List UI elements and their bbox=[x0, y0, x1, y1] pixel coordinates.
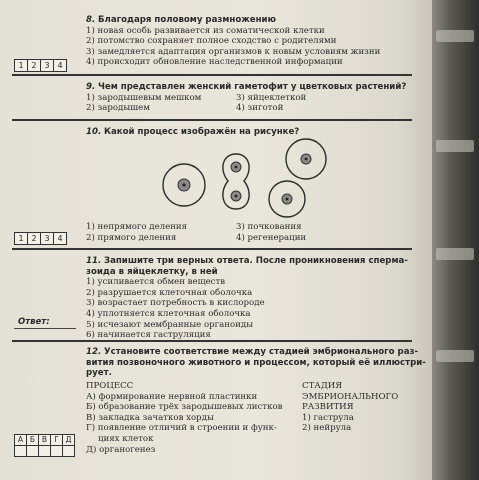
matching-right-column bbox=[302, 381, 398, 434]
option: 2) потомство сохраняет полное сходство с родителями bbox=[86, 36, 337, 47]
option: 3) возрастает потребность в кислороде bbox=[86, 298, 265, 309]
match-item: 1) гаструла bbox=[302, 412, 354, 423]
question-number: 9. bbox=[86, 82, 96, 92]
question-10-options bbox=[86, 222, 386, 243]
match-item: Г) появление отличий в строении и функ- bbox=[86, 423, 277, 434]
divider bbox=[12, 248, 412, 250]
answer-cell[interactable]: 1 bbox=[15, 60, 28, 71]
option: 2) разрушается клеточная оболочка bbox=[86, 287, 253, 298]
question-stem-continued: зоида в яйцеклетку, в ней bbox=[86, 266, 218, 277]
question-stem: Какой процесс изображён на рисунке? bbox=[103, 127, 300, 137]
page-edge-mark bbox=[436, 140, 474, 152]
question-stem: Установите соответствие между стадией эмбрионального раз- bbox=[103, 347, 419, 357]
question-11 bbox=[86, 256, 408, 341]
page-edge-mark bbox=[436, 350, 474, 362]
match-item: 2) нейрула bbox=[302, 423, 352, 434]
match-item: А) формирование нервной пластинки bbox=[86, 391, 258, 402]
grid-letter: Г bbox=[51, 435, 63, 445]
answer-cell[interactable]: 3 bbox=[41, 233, 54, 244]
option: 1) новая особь развивается из соматической клетки bbox=[86, 25, 325, 36]
answer-cell[interactable]: 2 bbox=[28, 233, 41, 244]
option: 4) зиготой bbox=[236, 103, 284, 114]
column-header: РАЗВИТИЯ bbox=[302, 402, 354, 413]
option: 3) замедляется адаптация организмов к новым условиям жизни bbox=[86, 46, 381, 57]
matching-left-column bbox=[86, 381, 282, 455]
grid-letter: В bbox=[39, 435, 51, 445]
answer-label: Ответ: bbox=[18, 317, 50, 327]
match-item-continued: циях клеток bbox=[98, 433, 154, 444]
option: 1) зародышевым мешком bbox=[86, 92, 202, 103]
question-stem-continued: вития позвоночного животного и процессом, который её иллюстри- bbox=[86, 357, 426, 368]
option: 3) яйцеклеткой bbox=[236, 92, 307, 103]
answer-cell[interactable]: 4 bbox=[57, 61, 63, 70]
question-number: 10. bbox=[86, 127, 102, 137]
option: 2) зародышем bbox=[86, 103, 150, 114]
option: 4) регенерации bbox=[236, 232, 307, 243]
answer-cell[interactable]: 2 bbox=[28, 60, 41, 71]
divider bbox=[12, 340, 412, 342]
option: 1) непрямого деления bbox=[86, 222, 188, 232]
answer-cell[interactable]: 1 bbox=[15, 233, 28, 244]
grid-answer-cell[interactable] bbox=[63, 446, 74, 456]
option: 3) почкования bbox=[236, 222, 302, 232]
grid-answer-cell[interactable] bbox=[51, 446, 63, 456]
question-number: 12. bbox=[86, 347, 102, 357]
answer-input-line[interactable] bbox=[14, 328, 76, 329]
match-item: В) закладка зачатков хорды bbox=[86, 412, 214, 423]
answer-cell[interactable]: 4 bbox=[57, 234, 63, 243]
grid-answer-cell[interactable] bbox=[27, 446, 39, 456]
grid-letter: Б bbox=[27, 435, 39, 445]
option: 2) прямого деления bbox=[86, 232, 177, 243]
answer-cells-q10[interactable] bbox=[14, 232, 67, 245]
question-stem: Запишите три верных ответа. После проникновения сперма- bbox=[103, 256, 408, 266]
grid-answer-cell[interactable] bbox=[15, 446, 27, 456]
matching-answer-grid[interactable] bbox=[14, 434, 75, 457]
grid-answer-cell[interactable] bbox=[39, 446, 51, 456]
grid-letter: Д bbox=[65, 435, 72, 444]
question-12 bbox=[86, 347, 426, 379]
page-edge-mark bbox=[436, 248, 474, 260]
answer-cell[interactable]: 3 bbox=[41, 60, 54, 71]
question-stem: Чем представлен женский гаметофит у цветковых растений? bbox=[97, 82, 407, 92]
column-header: ЭМБРИОНАЛЬНОГО bbox=[302, 391, 399, 402]
column-header: ПРОЦЕСС bbox=[86, 381, 134, 391]
grid-letter: А bbox=[15, 435, 27, 445]
option: 4) уплотняется клеточная оболочка bbox=[86, 308, 251, 319]
question-number: 8. bbox=[86, 15, 96, 25]
book-spine-edge bbox=[432, 0, 479, 480]
question-stem-continued: рует. bbox=[86, 368, 112, 379]
match-item: Д) органогенез bbox=[86, 444, 156, 455]
option: 5) исчезают мембранные органоиды bbox=[86, 319, 254, 330]
option: 6) начинается гаструляция bbox=[86, 330, 211, 341]
question-stem: Благодаря половому размножению bbox=[97, 15, 276, 25]
column-header: СТАДИЯ bbox=[302, 381, 343, 391]
option: 4) происходит обновление наследственной информации bbox=[86, 57, 343, 68]
option: 1) усиливается обмен веществ bbox=[86, 277, 226, 288]
match-item: Б) образование трёх зародышевых листков bbox=[86, 402, 283, 413]
page-edge-mark bbox=[436, 30, 474, 42]
question-number: 11. bbox=[86, 256, 102, 266]
